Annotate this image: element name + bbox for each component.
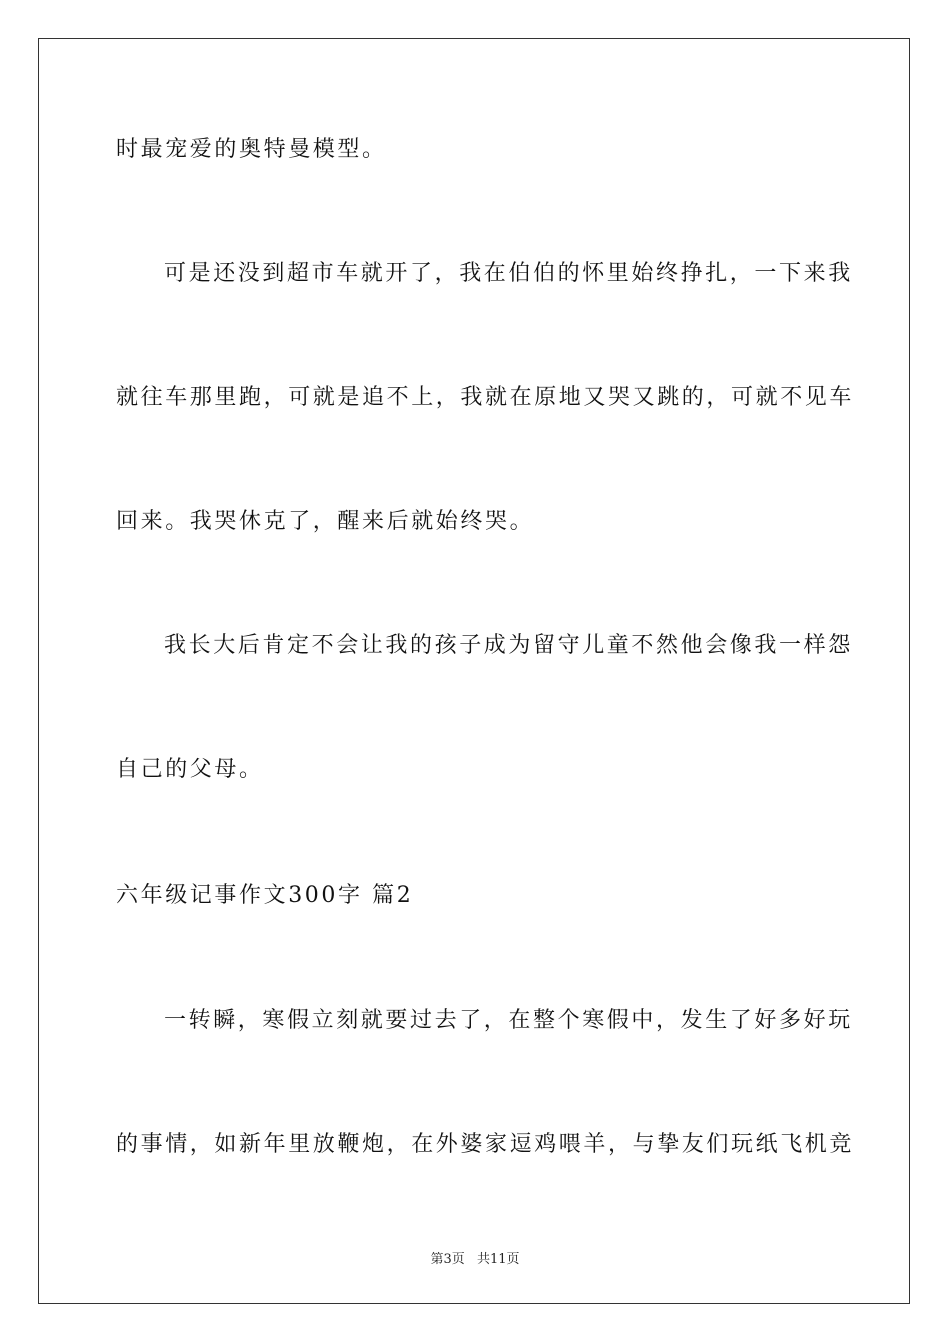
text-line: 时最宠爱的奥特曼模型。 bbox=[116, 137, 387, 162]
text-line: 就往车那里跑，可就是追不上，我就在原地又哭又跳的，可就不见车 bbox=[116, 385, 855, 410]
page-number: 第3页 bbox=[430, 1252, 465, 1267]
section-heading: 六年级记事作文300字 篇2 bbox=[116, 883, 414, 908]
page-frame bbox=[38, 38, 910, 1304]
page-total: 共11页 bbox=[476, 1252, 520, 1267]
paragraph-start-line: 我长大后肯定不会让我的孩子成为留守儿童不然他会像我一样怨 bbox=[164, 633, 853, 658]
text-line: 的事情，如新年里放鞭炮，在外婆家逗鸡喂羊，与挚友们玩纸飞机竞 bbox=[116, 1132, 855, 1157]
text-line: 自己的父母。 bbox=[116, 757, 264, 782]
paragraph-start-line: 一转瞬，寒假立刻就要过去了，在整个寒假中，发生了好多好玩 bbox=[164, 1008, 853, 1033]
paragraph-start-line: 可是还没到超市车就开了，我在伯伯的怀里始终挣扎，一下来我 bbox=[164, 261, 853, 286]
page-footer bbox=[0, 1248, 950, 1267]
text-line: 回来。我哭休克了，醒来后就始终哭。 bbox=[116, 509, 535, 534]
